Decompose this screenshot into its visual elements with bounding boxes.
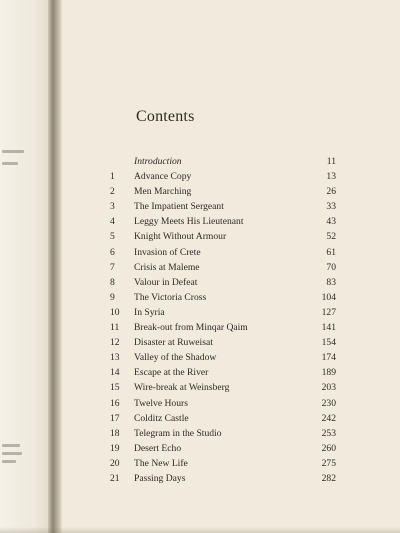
page-number: 13	[326, 171, 336, 183]
page-number: 11	[326, 156, 336, 167]
toc-entry	[110, 441, 336, 456]
page-number: 203	[321, 382, 336, 394]
chapter-number: 17	[110, 412, 120, 424]
chapter-number: 20	[110, 457, 120, 469]
chapter-title: Valley of the Shadow	[134, 352, 217, 364]
chapter-title: Telegram in the Studio	[134, 427, 222, 439]
chapter-title: In Syria	[134, 306, 165, 318]
chapter-title: Crisis at Maleme	[134, 261, 200, 273]
chapter-title: Introduction	[134, 156, 182, 167]
toc-entry	[110, 260, 336, 275]
chapter-title: Leggy Meets His Lieutenant	[134, 216, 244, 228]
chapter-title: Twelve Hours	[134, 397, 188, 409]
chapter-title: Wire-break at Weinsberg	[134, 382, 230, 394]
toc-entry	[110, 471, 336, 486]
chapter-title: Colditz Castle	[134, 412, 189, 424]
left-page-text-fragment	[2, 162, 18, 165]
toc-entry	[110, 290, 336, 305]
chapter-number: 8	[110, 276, 115, 288]
chapter-number: 16	[110, 397, 120, 409]
left-page-edge	[0, 0, 50, 533]
chapter-title: Knight Without Armour	[134, 231, 227, 243]
page-number: 61	[326, 246, 336, 258]
toc-entry	[110, 456, 336, 471]
toc-entry	[110, 199, 336, 214]
chapter-number: 5	[110, 231, 115, 243]
page-number: 33	[326, 201, 336, 213]
left-page-text-fragment	[2, 444, 20, 447]
chapter-number: 7	[110, 261, 115, 273]
chapter-number: 11	[110, 322, 120, 334]
left-page-text-fragment	[2, 460, 16, 463]
chapter-title: Escape at the River	[134, 367, 209, 379]
page-number: 275	[321, 457, 336, 469]
chapter-number: 1	[110, 171, 115, 183]
toc-entry	[110, 275, 336, 290]
chapter-number: 21	[110, 472, 120, 484]
chapter-number: 10	[110, 306, 120, 318]
chapter-number: 4	[110, 216, 115, 228]
page-number: 282	[321, 472, 336, 484]
toc-entry	[110, 411, 336, 426]
toc-entry	[110, 426, 336, 441]
page-number: 242	[321, 412, 336, 424]
toc-entry	[110, 320, 336, 335]
chapter-number: 19	[110, 442, 120, 454]
chapter-number: 13	[110, 352, 120, 364]
book-gutter	[48, 0, 62, 533]
chapter-title: The New Life	[134, 457, 188, 469]
toc-entry	[110, 169, 336, 184]
chapter-title: Men Marching	[134, 186, 192, 198]
page-number: 154	[321, 337, 336, 349]
chapter-number: 12	[110, 337, 120, 349]
toc-entry	[110, 154, 336, 169]
page-number: 127	[321, 306, 336, 318]
chapter-number: 9	[110, 291, 115, 303]
toc-entry	[110, 184, 336, 199]
chapter-title: Invasion of Crete	[134, 246, 201, 258]
page-number: 83	[326, 276, 336, 288]
page-number: 26	[326, 186, 336, 198]
toc-entry	[110, 380, 336, 395]
chapter-number: 2	[110, 186, 115, 198]
chapter-title: Valour in Defeat	[134, 276, 198, 288]
toc-entry	[110, 214, 336, 229]
chapter-title: The Impatient Sergeant	[134, 201, 224, 213]
contents-heading: Contents	[136, 108, 195, 125]
toc-entry	[110, 305, 336, 320]
chapter-number: 18	[110, 427, 120, 439]
left-page-text-fragment	[2, 150, 24, 153]
left-page-text-fragment	[2, 452, 22, 455]
page-number: 253	[321, 427, 336, 439]
toc-entry	[110, 365, 336, 380]
page-number: 189	[321, 367, 336, 379]
page-number: 260	[321, 442, 336, 454]
chapter-title: Advance Copy	[134, 171, 192, 183]
table-of-contents	[110, 154, 336, 486]
page-number: 104	[321, 291, 336, 303]
toc-entry	[110, 229, 336, 244]
chapter-title: Disaster at Ruweisat	[134, 337, 213, 349]
chapter-title: Desert Echo	[134, 442, 182, 454]
toc-entry	[110, 335, 336, 350]
chapter-number: 3	[110, 201, 115, 213]
chapter-number: 6	[110, 246, 115, 258]
page-number: 43	[326, 216, 336, 228]
page-number: 52	[326, 231, 336, 243]
chapter-number: 15	[110, 382, 120, 394]
page-number: 174	[321, 352, 336, 364]
toc-entry	[110, 245, 336, 260]
chapter-title: Passing Days	[134, 472, 186, 484]
page-bottom-shadow	[0, 527, 400, 533]
toc-entry	[110, 396, 336, 411]
chapter-title: Break-out from Minqar Qaim	[134, 322, 248, 334]
chapter-title: The Victoria Cross	[134, 291, 207, 303]
chapter-number: 14	[110, 367, 120, 379]
page-number: 70	[326, 261, 336, 273]
toc-entry	[110, 350, 336, 365]
page-number: 141	[321, 322, 336, 334]
page-number: 230	[321, 397, 336, 409]
